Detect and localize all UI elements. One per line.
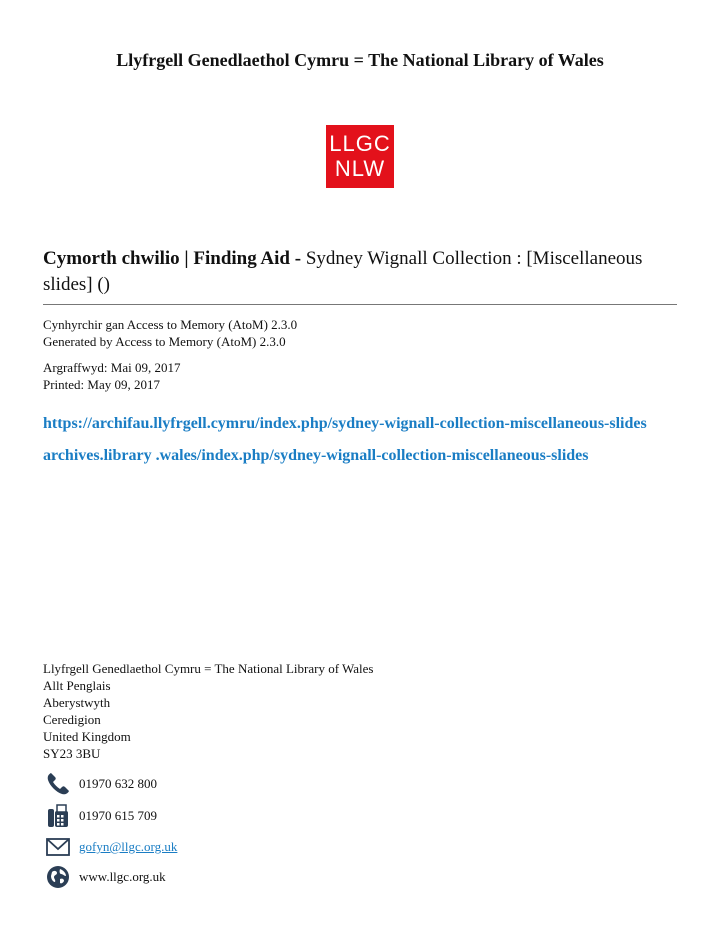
print-date-info: [43, 359, 180, 393]
printed-english: Printed: May 09, 2017: [43, 377, 160, 392]
fax-icon: [43, 801, 73, 831]
fax-number: 01970 615 709: [79, 808, 157, 823]
address-line-2: Aberystwyth: [43, 695, 111, 710]
generated-english: Generated by Access to Memory (AtoM) 2.3.0: [43, 334, 286, 349]
library-address: [43, 660, 373, 762]
printed-welsh: Argraffwyd: Mai 09, 2017: [43, 360, 181, 375]
finding-aid-title: [43, 246, 683, 298]
collection-title: Sydney Wignall Collection : [Miscellaneous slides] (): [43, 248, 643, 295]
phone-number: 01970 632 800: [79, 776, 157, 791]
contact-email: [43, 832, 177, 862]
finding-aid-lead: Cymorth chwilio | Finding Aid -: [43, 248, 302, 269]
envelope-icon: [43, 832, 73, 862]
english-archive-link[interactable]: archives.library .wales/index.php/sydney-wignall-collection-miscellaneous-slides: [43, 447, 589, 464]
website-url[interactable]: www.llgc.org.uk: [79, 869, 166, 884]
library-header: Llyfrgell Genedlaethol Cymru = The National Library of Wales: [116, 50, 604, 70]
globe-icon: [43, 862, 73, 892]
record-links: [43, 413, 683, 477]
phone-icon: [43, 769, 73, 799]
generator-info: [43, 316, 297, 350]
address-line-3: Ceredigion: [43, 712, 101, 727]
logo-line-llgc: LLGC: [329, 131, 391, 156]
address-name: Llyfrgell Genedlaethol Cymru = The National Library of Wales: [43, 661, 374, 676]
llgc-nlw-logo: [326, 125, 394, 188]
contact-phone: [43, 769, 157, 799]
welsh-archive-link[interactable]: https://archifau.llyfrgell.cymru/index.php/sydney-wignall-collection-miscellaneous-slides: [43, 415, 647, 432]
title-divider: [43, 304, 677, 305]
address-line-4: United Kingdom: [43, 729, 131, 744]
contact-web: [43, 862, 166, 892]
generated-welsh: Cynhyrchir gan Access to Memory (AtoM) 2.3.0: [43, 317, 298, 332]
address-postcode: SY23 3BU: [43, 746, 101, 761]
email-link[interactable]: gofyn@llgc.org.uk: [79, 839, 178, 854]
contact-fax: [43, 801, 157, 831]
logo-line-nlw: NLW: [334, 156, 386, 181]
address-line-1: Allt Penglais: [43, 678, 111, 693]
